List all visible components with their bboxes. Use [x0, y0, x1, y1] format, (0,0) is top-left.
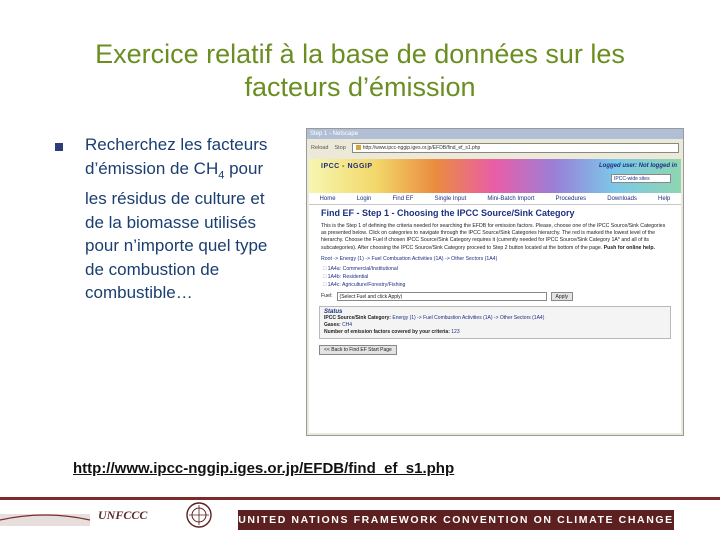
slide-title-line2: facteurs d’émission — [244, 72, 476, 102]
footer-divider — [0, 497, 720, 500]
footer-band: UNITED NATIONS FRAMEWORK CONVENTION ON CLIMATE CHANGE — [238, 510, 674, 530]
login-status: Logged user: Not logged in — [599, 163, 677, 169]
nav-find-ef[interactable]: Find EF — [392, 195, 414, 202]
page-number: 47 — [696, 516, 707, 526]
status-gases-label: Gases: — [324, 321, 341, 328]
status-gases-value: CH4 — [342, 321, 353, 328]
status-gases-row — [324, 322, 666, 329]
nav-downloads[interactable]: Downloads — [607, 195, 637, 202]
category-item[interactable]: □ 1A4c: Agriculture/Forestry/Fishing — [323, 281, 667, 289]
source-url-link[interactable]: http://www.ipcc-nggip.iges.or.jp/EFDB/find_ef_s1.php — [73, 460, 455, 477]
instructions-text: This is the Step 1 of defining the criteria needed for searching the EFDB for emission factors. Please, choose one of the IPCC Source/Sink Categories as presented below. Click on categories to navigate through the IPCC Source/Sink Categories hierarchy. The red is marked the lowest level of the hierarchy. Choose the Fuel if chosen IPCC Source/Sink Category requires it (currently needed for IPCC Source/Sink Category 1A* and all of its subcategories). After choosing the IPCC Source/Sink Category proceed to Step 2 button located at the bottom of the page. — [321, 223, 666, 251]
un-emblem-icon — [186, 502, 212, 528]
status-count-row — [324, 329, 666, 336]
bullet-subscript: 4 — [218, 168, 225, 181]
footer-swoosh-decoration — [0, 510, 90, 530]
status-title: Status — [324, 308, 343, 315]
category-path[interactable]: Root -> Energy (1) -> Fuel Combustion Activities (1A) -> Other Sectors (1A4) — [321, 255, 498, 262]
sites-dropdown[interactable]: IPCC-wide sites — [611, 174, 671, 183]
status-count-label: Number of emission factors covered by your criteria: — [324, 328, 450, 335]
page-instructions — [309, 221, 681, 254]
bullet-text-pre: Recherchez les facteurs d’émission de CH — [85, 135, 268, 178]
stop-button[interactable]: Stop — [334, 145, 346, 151]
page-nav — [309, 193, 681, 205]
status-box — [319, 306, 671, 339]
back-button[interactable]: << Back to Find EF Start Page — [319, 345, 397, 355]
bullet-square-icon — [55, 143, 63, 151]
nav-home[interactable]: Home — [319, 195, 336, 202]
help-link[interactable]: Push for online help. — [603, 244, 655, 251]
browser-toolbar — [307, 139, 683, 157]
fuel-row — [309, 290, 681, 303]
status-count-value: 123 — [451, 328, 460, 335]
browser-screenshot — [306, 128, 684, 436]
category-item[interactable]: □ 1A4b: Residential — [323, 273, 667, 281]
nav-mini-batch[interactable]: Mini-Batch Import — [487, 195, 535, 202]
slide-title-line1: Exercice relatif à la base de données sur les — [95, 39, 625, 69]
status-category-label: IPCC Source/Sink Category: — [324, 314, 391, 321]
status-category-value: Energy (1) -> Fuel Combustion Activities (1A) -> Other Sectors (1A4) — [392, 314, 545, 321]
nav-login[interactable]: Login — [356, 195, 372, 202]
category-list — [309, 264, 681, 290]
page-header — [309, 159, 681, 193]
fuel-select[interactable]: (Select Fuel and click Apply) — [337, 292, 547, 301]
browser-titlebar: Step 1 - Netscape — [307, 129, 683, 139]
url-bar[interactable] — [352, 143, 679, 153]
slide-title — [40, 38, 680, 104]
page-heading: Find EF - Step 1 - Choosing the IPCC Source/Sink Category — [321, 208, 575, 218]
fuel-label: Fuel: — [321, 293, 333, 300]
reload-button[interactable]: Reload — [311, 145, 329, 151]
bullet-text-post: pour les résidus de culture et de la biomasse utilisés pour n’importe quel type de combustion de combustible… — [85, 158, 268, 303]
url-text: http://www.ipcc-nggip.iges.or.jp/EFDB/find_ef_s1.php — [362, 145, 481, 151]
apply-button[interactable]: Apply — [551, 292, 574, 301]
nav-single-input[interactable]: Single Input — [434, 195, 467, 202]
bullet-text — [85, 133, 285, 305]
category-item[interactable]: □ 1A4a: Commercial/Institutional — [323, 265, 667, 273]
nav-procedures[interactable]: Procedures — [555, 195, 587, 202]
page-brand: IPCC - NGGIP — [321, 163, 373, 170]
page-icon — [356, 145, 361, 150]
browser-page — [309, 159, 681, 433]
unfccc-logo: UNFCCC — [98, 508, 148, 522]
nav-help[interactable]: Help — [658, 195, 671, 202]
status-category-row — [324, 315, 666, 322]
